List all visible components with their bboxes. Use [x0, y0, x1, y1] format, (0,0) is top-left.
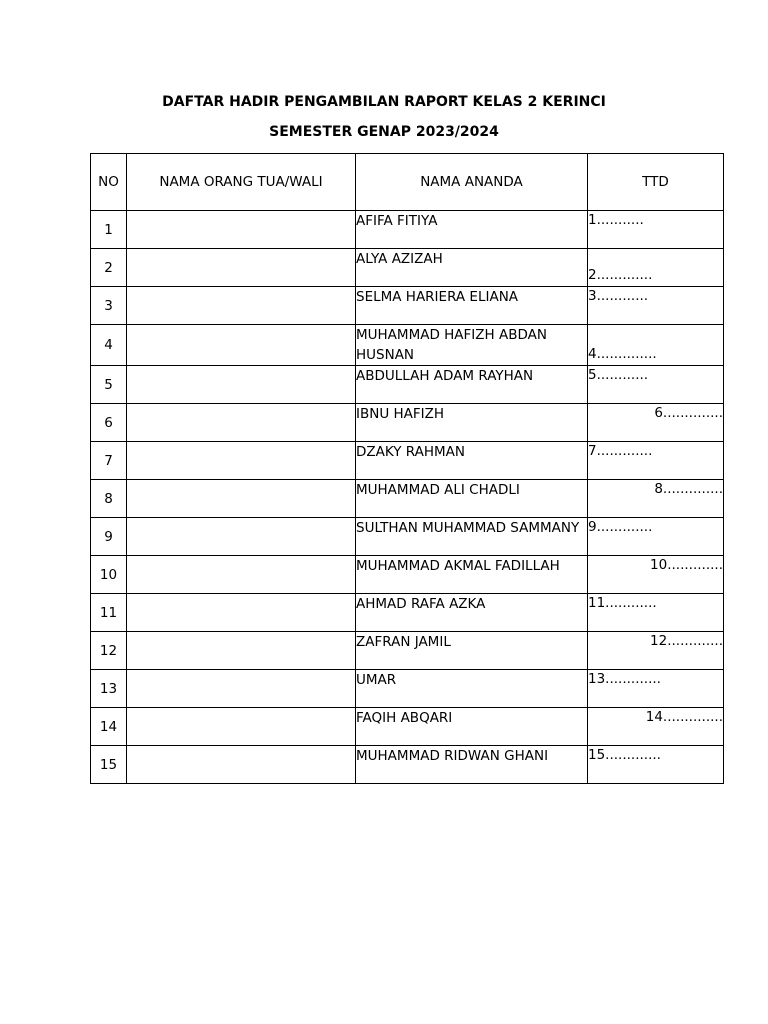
parent-name-cell: [127, 632, 356, 670]
table-row: [91, 556, 724, 594]
table-row: [91, 366, 724, 404]
signature-cell: 13.............: [588, 670, 724, 708]
row-number: 6: [91, 404, 127, 442]
signature-cell: 1...........: [588, 211, 724, 249]
row-number: 7: [91, 442, 127, 480]
child-name-cell: DZAKY RAHMAN: [356, 442, 588, 480]
table-row: [91, 211, 724, 249]
attendance-table: [90, 153, 724, 784]
child-name-cell: MUHAMMAD RIDWAN GHANI: [356, 746, 588, 784]
parent-name-cell: [127, 670, 356, 708]
table-row: [91, 442, 724, 480]
row-number: 10: [91, 556, 127, 594]
row-number: 14: [91, 708, 127, 746]
signature-cell: 8..............: [588, 480, 724, 518]
table-row: [91, 518, 724, 556]
table-row: [91, 249, 724, 287]
child-name-cell: AHMAD RAFA AZKA: [356, 594, 588, 632]
child-name-cell: ABDULLAH ADAM RAYHAN: [356, 366, 588, 404]
child-name-cell: IBNU HAFIZH: [356, 404, 588, 442]
table-row: [91, 594, 724, 632]
parent-name-cell: [127, 708, 356, 746]
child-name-cell: MUHAMMAD AKMAL FADILLAH: [356, 556, 588, 594]
table-row: [91, 287, 724, 325]
parent-name-cell: [127, 556, 356, 594]
document-subtitle: SEMESTER GENAP 2023/2024: [269, 124, 499, 140]
row-number: 4: [91, 325, 127, 366]
signature-cell: 9.............: [588, 518, 724, 556]
parent-name-cell: [127, 442, 356, 480]
table-row: [91, 708, 724, 746]
signature-cell: 6..............: [588, 404, 724, 442]
parent-name-cell: [127, 366, 356, 404]
child-name-cell: ZAFRAN JAMIL: [356, 632, 588, 670]
parent-name-cell: [127, 404, 356, 442]
signature-cell: 14..............: [588, 708, 724, 746]
table-row: [91, 670, 724, 708]
header-no: NO: [91, 154, 127, 211]
child-name-cell: ALYA AZIZAH: [356, 249, 588, 287]
signature-cell: 10.............: [588, 556, 724, 594]
table-header-row: [91, 154, 724, 211]
child-name-cell: SELMA HARIERA ELIANA: [356, 287, 588, 325]
row-number: 13: [91, 670, 127, 708]
row-number: 11: [91, 594, 127, 632]
child-name-cell: AFIFA FITIYA: [356, 211, 588, 249]
parent-name-cell: [127, 287, 356, 325]
table-row: [91, 746, 724, 784]
row-number: 15: [91, 746, 127, 784]
signature-cell: 7.............: [588, 442, 724, 480]
document-title: DAFTAR HADIR PENGAMBILAN RAPORT KELAS 2 KERINCI: [162, 94, 606, 110]
signature-cell: 15.............: [588, 746, 724, 784]
parent-name-cell: [127, 594, 356, 632]
signature-cell: 2.............: [588, 249, 724, 287]
row-number: 1: [91, 211, 127, 249]
parent-name-cell: [127, 325, 356, 366]
table-row: [91, 632, 724, 670]
table-row: [91, 480, 724, 518]
header-child-name: NAMA ANANDA: [356, 154, 588, 211]
header-parent-name: NAMA ORANG TUA/WALI: [127, 154, 356, 211]
table-row: [91, 325, 724, 366]
parent-name-cell: [127, 746, 356, 784]
signature-cell: 12.............: [588, 632, 724, 670]
child-name-cell: UMAR: [356, 670, 588, 708]
parent-name-cell: [127, 211, 356, 249]
signature-cell: 5............: [588, 366, 724, 404]
child-name-cell: MUHAMMAD ALI CHADLI: [356, 480, 588, 518]
parent-name-cell: [127, 518, 356, 556]
header-signature: TTD: [588, 154, 724, 211]
child-name-cell: FAQIH ABQARI: [356, 708, 588, 746]
row-number: 3: [91, 287, 127, 325]
row-number: 5: [91, 366, 127, 404]
table-row: [91, 404, 724, 442]
signature-cell: 11............: [588, 594, 724, 632]
parent-name-cell: [127, 249, 356, 287]
parent-name-cell: [127, 480, 356, 518]
row-number: 2: [91, 249, 127, 287]
row-number: 8: [91, 480, 127, 518]
signature-cell: 3............: [588, 287, 724, 325]
child-name-cell: SULTHAN MUHAMMAD SAMMANY: [356, 518, 588, 556]
row-number: 9: [91, 518, 127, 556]
signature-cell: 4..............: [588, 325, 724, 366]
child-name-cell: MUHAMMAD HAFIZH ABDAN HUSNAN: [356, 325, 588, 366]
row-number: 12: [91, 632, 127, 670]
